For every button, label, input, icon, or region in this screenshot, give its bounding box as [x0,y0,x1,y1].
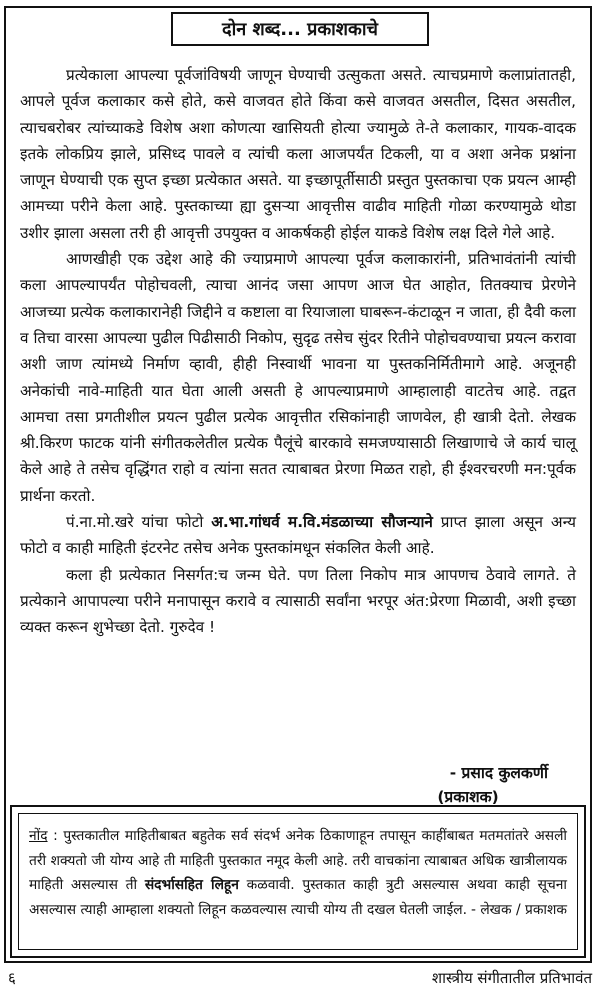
note-author: - लेखक / प्रकाशक [470,901,567,918]
book-title: शास्त्रीय संगीतातील प्रतिभावंत [431,969,592,987]
paragraph-closing: कला ही प्रत्येकात निसर्गत:च जन्म घेते. पण तिला निकोप मात्र आपणच ठेवावे लागते. ते प्रत्येकाने आपापल्या परीने मनापासून करावे व त्यासाठी सर्वांना भरपूर अंत:प्रेरणा मिळावी, अशी इच्छा व्यक्त करून शुभेच्छा देतो. गुरुदेव ! [20,565,576,637]
signature-role: (प्रकाशक) [437,788,499,806]
note-box [10,805,586,958]
page-title-text: दोन शब्द... प्रकाशकाचे [222,19,378,40]
note-text-after: कळवावी. पुस्तकात काही त्रुटी असल्यास अथवा काही सूचना असल्यास त्याही आम्हाला शक्यतो लिहून कळवल्यास त्याची योग्य ती दखल घेतली जाईल. [29,877,568,918]
page-number: ६ [8,969,16,987]
preface-body [20,62,576,641]
paragraph-photo-credit [20,509,576,562]
paragraph-2: आणखीही एक उद्देश आहे की ज्याप्रमाणे आपल्या पूर्वज कलाकारांनी, प्रतिभावंतांनी त्यांची कला आपल्यापर्यंत पोहोचवली, त्याचा आनंद जसा आपण आज घेत आहोत, तितक्याच प्रेरणेने आजच्या प्रत्येक कलाकारानेही जिद्दीने व कष्टाला वा रियाजाला घाबरून-कंटाळून न जाता, ही दैवी कला व तिचा वारसा आपल्या पुढील पिढीसाठी निकोप, सुदृढ तसेच सुंदर रितीने पोहोचवण्याचा प्रयत्न करावा अशी जाण त्यांमध्ये निर्माण व्हावी, हीही निस्वार्थी भावना या पुस्तकनिर्मितीमागे आहे. अजूनही अनेकांची नावे-माहिती यात घेता आली असती हे आपल्याप्रमाणे आम्हालाही वाटतेच आहे. तद्वत आमचा तसा प्रगतीशील प्रयत्न पुढील प्रत्येक आवृत्तीत रसिकांनाही जाणवेल, ही खात्री देतो. लेखक श्री.किरण फाटक यांनी संगीतकलेतील प्रत्येक पैलूंचे बारकावे समजण्यासाठी लिखाणाचे जे कार्य चालू केले आहे ते तसेच वृद्धिंगत राहो व त्यांना सतत त्याबाबत प्रेरणा मिळत राहो, ही ईश्वरचरणी मन:पूर्वक प्रार्थना करतो. [20,250,576,505]
note-text-before: : पुस्तकातील माहितीबाबत बहुतेक सर्व संदर्भ अनेक ठिकाणाहून तपासून काहींबाबत मतमतांतरे असली तरी शक्यतो जी योग्य आहे ती माहिती पुस्तकात नमूद केली आहे. तरी वाचकांना त्याबाबत अधिक खात्रीलायक माहिती असल्यास ती [29,828,567,893]
page-title [171,12,429,46]
note-label: नोंद [29,828,48,844]
note-content [18,813,578,950]
signature-name: - प्रसाद कुलकर्णी [449,764,548,782]
paragraph-1: प्रत्येकाला आपल्या पूर्वजांविषयी जाणून घेण्याची उत्सुकता असते. त्याचप्रमाणे कलाप्रांतातही, आपले पूर्वज कलाकार कसे होते, कसे वाजवत होते किंवा कसे वाजवत असतील, दिसत असतील, त्याचबरोबर त्यांच्याकडे विशेष अशा कोणत्या खासियती होत्या ज्यामुळे ते-ते कलाकार, गायक-वादक इतके लोकप्रिय झाले, प्रसिध्द पावले व त्यांची कला आजपर्यंत टिकली, या व अशा अनेक प्रश्नांना जाणून घेण्याची एक सुप्त इच्छा प्रत्येकात असते. या इच्छापूर्तीसाठी प्रस्तुत पुस्तकाचा एक प्रयत्न आम्ही आमच्या परीने केला आहे. पुस्तकाच्या ह्या दुसऱ्या आवृत्तीस वाढीव माहिती गोळा करण्यामुळे थोडा उशीर झाला असला तरी ही आवृत्ती उपयुक्त व आकर्षकही होईल याकडे विशेष लक्ष दिले गेले आहे. [20,66,576,242]
note-text-bold: संदर्भासहित लिहून [144,877,239,893]
photo-credit-source: अ.भा.गांधर्व म.वि.मंडळाच्या सौजन्याने [211,513,433,532]
photo-credit-after: प्राप्त झाला असून अन्य फोटो व काही माहिती इंटरनेट तसेच अनेक पुस्तकांमधून संकलित केली आहे. [20,513,576,558]
signature-block [308,761,548,809]
photo-credit-before: पं.ना.मो.खरे यांचा फोटो [66,513,212,532]
page-footer [8,967,592,989]
